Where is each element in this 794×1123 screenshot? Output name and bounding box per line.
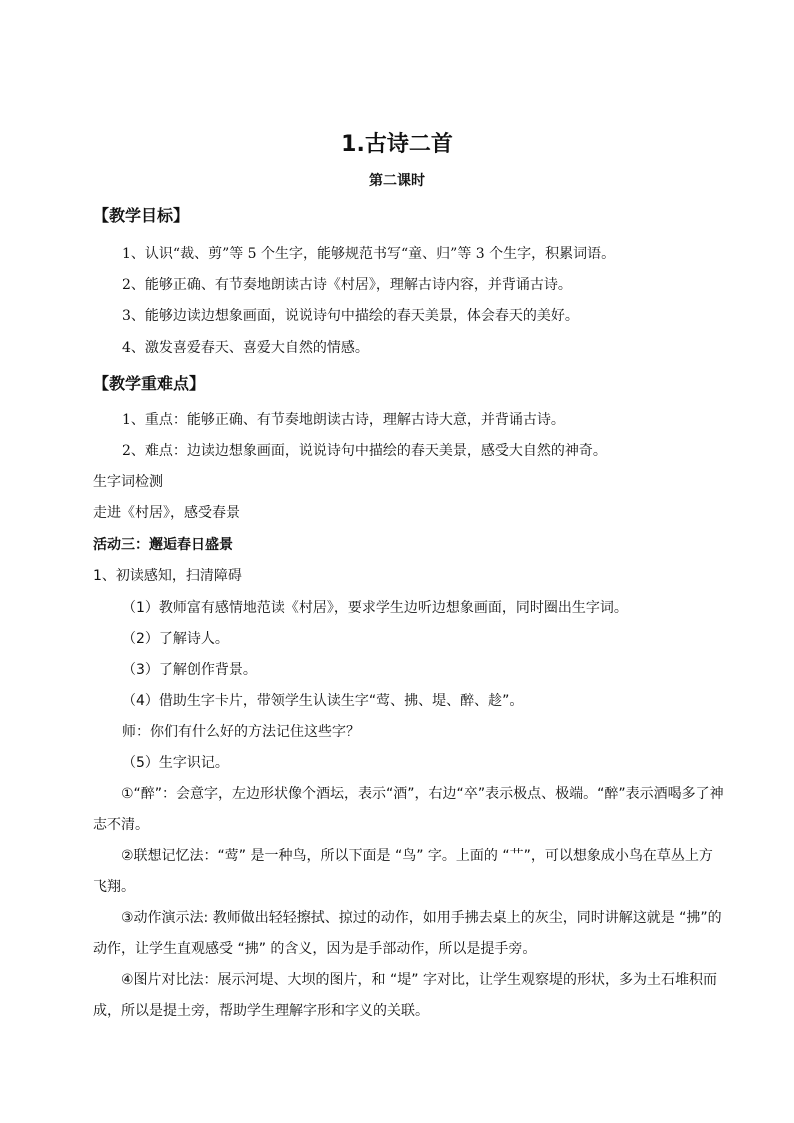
activity-sub-item: （3）了解创作背景。 xyxy=(122,662,257,678)
goal-item: 4、激发喜爱春天、喜爱大自然的情感。 xyxy=(122,340,369,356)
section-heading-goals: 【教学目标】 xyxy=(93,206,190,225)
activity-sub-item: （2）了解诗人。 xyxy=(122,631,229,647)
method-paragraph: ①“醉”：会意字，左边形状像个酒坛，表示“酒”，右边“卒”表示极点、极端。“醉”表示酒喝多了神志不清。 xyxy=(93,786,724,833)
goal-item: 1、认识“裁、剪”等 5 个生字，能够规范书写“童、归”等 3 个生字，积累词语。 xyxy=(122,246,616,262)
method-paragraph: ③动作演示法: 教师做出轻轻擦拭、掠过的动作，如用手拂去桌上的灰尘，同时讲解这就是 “拂”的动作，让学生直观感受 “拂” 的含义，因为是手部动作，所以是提手旁。 xyxy=(93,910,722,957)
method-paragraph: ②联想记忆法：“莺” 是一种鸟，所以下面是 “鸟” 字。上面的 “艹”，可以想象成小鸟在草丛上方飞翔。 xyxy=(93,848,713,895)
activity-sub-item: 师：你们有什么好的方法记住这些字？ xyxy=(122,724,360,740)
page-subtitle: 第二课时 xyxy=(369,173,425,189)
method-paragraph: ④图片对比法：展示河堤、大坝的图片，和 “堤” 字对比，让学生观察堤的形状，多为土石堆积而成，所以是提土旁，帮助学生理解字形和字义的关联。 xyxy=(93,972,717,1019)
key-point-item: 1、重点：能够正确、有节奏地朗读古诗，理解古诗大意，并背诵古诗。 xyxy=(122,412,565,428)
goal-item: 3、能够边读边想象画面，说说诗句中描绘的春天美景，体会春天的美好。 xyxy=(122,308,579,324)
goal-item: 2、能够正确、有节奏地朗读古诗《村居》，理解古诗内容，并背诵古诗。 xyxy=(122,277,572,293)
activity-step: 1、初读感知，扫清障碍 xyxy=(93,568,242,584)
page-title: 1.古诗二首 xyxy=(341,132,453,157)
activity-sub-item: （4）借助生字卡片，带领学生认读生字“莺、拂、堤、醉、趁”。 xyxy=(122,693,524,709)
activity-sub-item: （1）教师富有感情地范读《村居》，要求学生边听边想象画面，同时圈出生字词。 xyxy=(122,600,628,616)
activity-heading: 活动三：邂逅春日盛景 xyxy=(93,537,233,553)
key-point-item: 2、难点：边读边想象画面，说说诗句中描绘的春天美景，感受大自然的神奇。 xyxy=(122,443,607,459)
plain-line: 走进《村居》，感受春景 xyxy=(93,505,240,521)
plain-line: 生字词检测 xyxy=(93,474,163,490)
activity-sub-item: （5）生字识记。 xyxy=(122,755,229,771)
section-heading-key-points: 【教学重难点】 xyxy=(93,374,206,393)
